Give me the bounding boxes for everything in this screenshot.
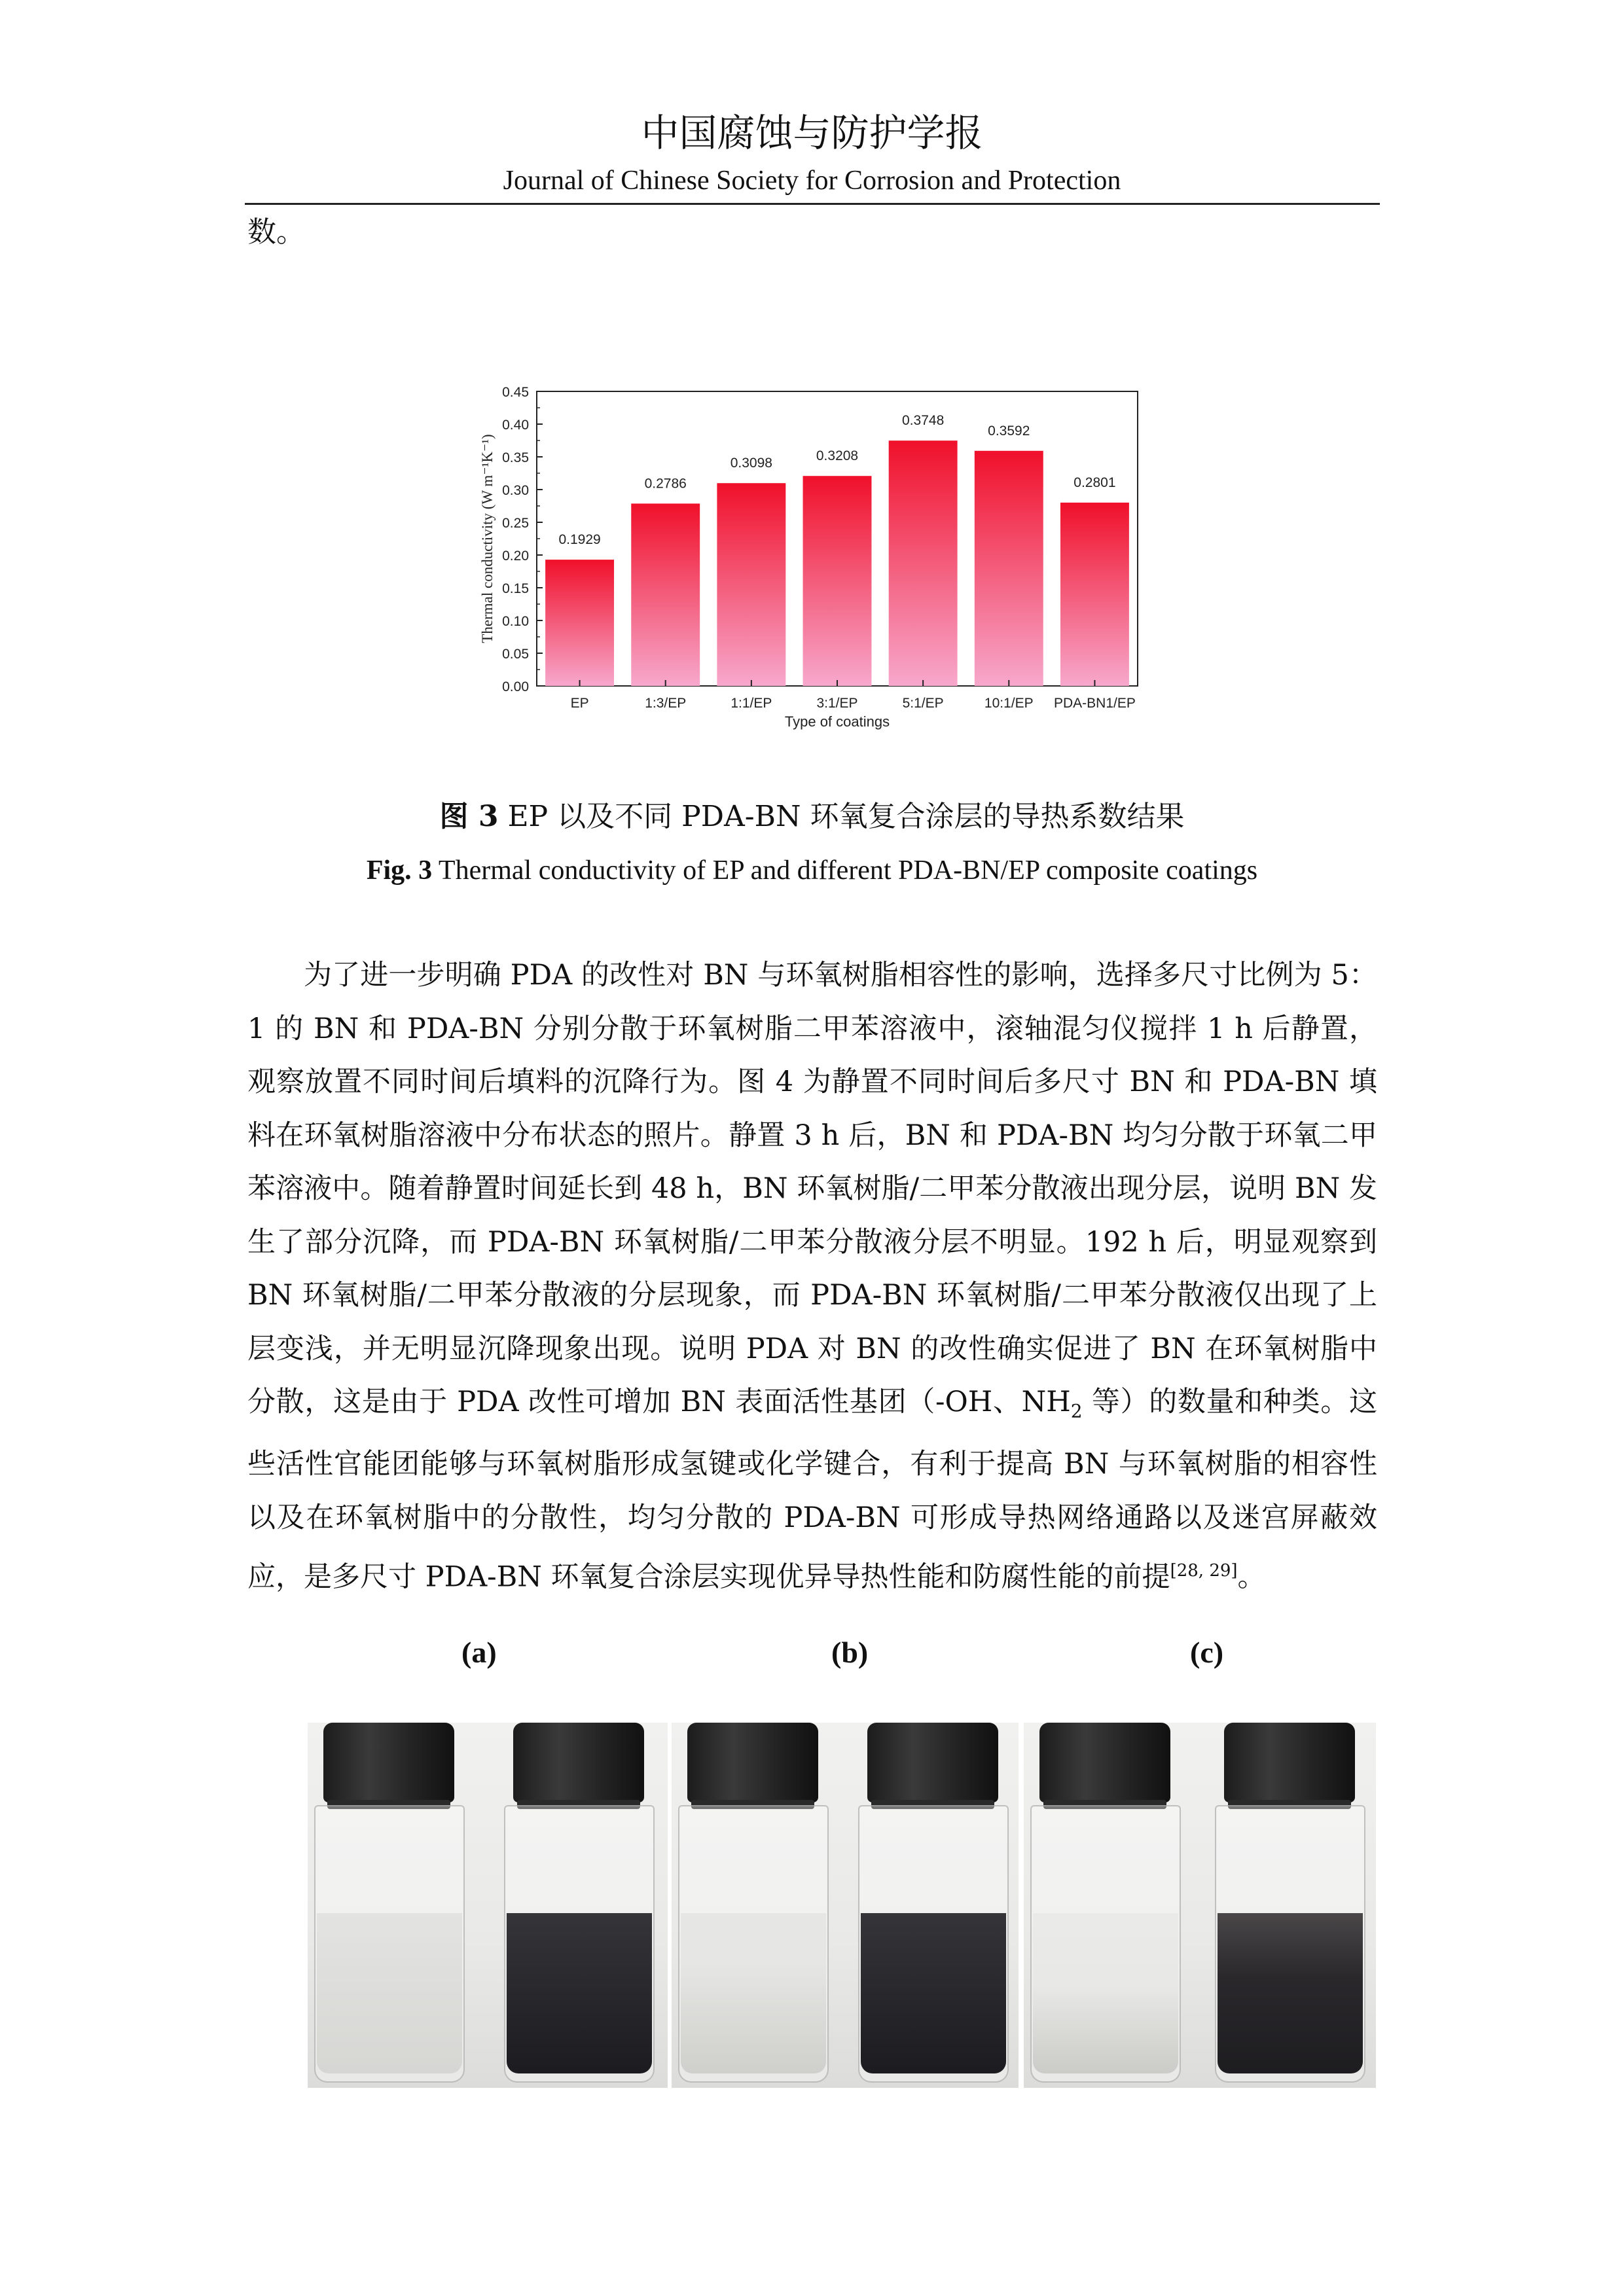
body-subscript: 2 bbox=[1070, 1400, 1083, 1422]
continuation-text: 数。 bbox=[247, 215, 305, 249]
figure3-label-cn: 图 3 bbox=[439, 800, 499, 833]
body-text-part2: 等）的数量和种类。这些活性官能团能够与环氧树脂形成氢键或化学键合，有利于提高 BN 与环氧树脂的相容性以及在环氧树脂中的分散性，均匀分散的 PDA-BN 可形成导热网络通路以及迷宫屏蔽效应，是多尺寸 PDA-BN 环氧复合涂层实现优异导热性能和防腐性能的前提 bbox=[247, 1386, 1377, 1594]
figure3-caption-cn bbox=[0, 797, 1624, 836]
body-text-part1: 为了进一步明确 PDA 的改性对 BN 与环氧树脂相容性的影响，选择多尺寸比例为 5：1 的 BN 和 PDA-BN 分别分散于环氧树脂二甲苯溶液中，滚轴混匀仪搅拌 1 h 后静置，观察放置不同时间后填料的沉降行为。图 4 为静置不同时间后多尺寸 BN 和 PDA-BN 填料在环氧树脂溶液中分布状态的照片。静置 3 h 后，BN 和 PDA-BN 均匀分散于环氧二甲苯溶液中。随着静置时间延长到 48 h，BN 环氧树脂/二甲苯分散液出现分层，说明 BN 发生了部分沉降，而 PDA-BN 环氧树脂/二甲苯分散液分层不明显。192 h 后，明显观察到 BN 环氧树脂/二甲苯分散液的分层现象，而 PDA-BN 环氧树脂/二甲苯分散液仅出现了上层变浅，并无明显沉降现象出现。说明 PDA 对 BN 的改性确实促进了 BN 在环氧树脂中分散，这是由于 PDA 改性可增加 BN 表面活性基团（-OH、NH bbox=[247, 959, 1377, 1418]
y-tick-label: 0.40 bbox=[502, 418, 529, 433]
x-tick-label: EP bbox=[570, 696, 589, 711]
y-tick-label: 0.15 bbox=[502, 581, 529, 596]
body-text-end: 。 bbox=[1237, 1560, 1266, 1594]
panel-label-c: (c) bbox=[1190, 1636, 1224, 1669]
vial-bn bbox=[314, 1723, 463, 2088]
data-label: 0.3098 bbox=[730, 456, 772, 471]
bar-PDA-BN1/EP bbox=[1060, 503, 1129, 686]
bar-10:1/EP bbox=[975, 451, 1043, 686]
data-label: 0.2801 bbox=[1074, 475, 1116, 490]
vial-pda-bn bbox=[858, 1723, 1007, 2088]
bar-3:1/EP bbox=[803, 476, 872, 686]
x-tick-label: 1:3/EP bbox=[645, 696, 687, 711]
vial-bn bbox=[1030, 1723, 1180, 2088]
y-tick-label: 0.05 bbox=[502, 647, 529, 662]
data-label: 0.3748 bbox=[902, 413, 945, 429]
data-label: 0.3208 bbox=[816, 448, 859, 464]
y-tick-label: 0.25 bbox=[502, 516, 529, 531]
x-tick-label: 5:1/EP bbox=[902, 696, 944, 711]
y-tick-label: 0.35 bbox=[502, 450, 529, 465]
y-tick-label: 0.20 bbox=[502, 548, 529, 564]
x-tick-label: 10:1/EP bbox=[984, 696, 1034, 711]
bar-5:1/EP bbox=[889, 440, 958, 686]
y-tick-label: 0.10 bbox=[502, 614, 529, 629]
y-tick-label: 0.00 bbox=[502, 679, 529, 694]
bar-1:1/EP bbox=[717, 483, 785, 686]
figure3-label-en: Fig. 3 bbox=[366, 855, 433, 886]
header-rule bbox=[245, 203, 1380, 205]
photo-a bbox=[308, 1723, 668, 2088]
y-tick-label: 0.45 bbox=[502, 385, 529, 400]
body-paragraph bbox=[247, 949, 1377, 1604]
data-label: 0.1929 bbox=[558, 532, 601, 548]
figure3-caption-cn-text: EP 以及不同 PDA-BN 环氧复合涂层的导热系数结果 bbox=[498, 800, 1185, 833]
vial-pda-bn bbox=[1215, 1723, 1364, 2088]
x-axis-title: Type of coatings bbox=[784, 713, 890, 730]
vial-bn bbox=[678, 1723, 827, 2088]
figure3-caption-en-text: Thermal conductivity of EP and different PDA-BN/EP composite coatings bbox=[432, 855, 1258, 886]
data-label: 0.3592 bbox=[988, 423, 1030, 439]
thermal-conductivity-chart bbox=[458, 373, 1165, 740]
figure3-caption-en bbox=[0, 852, 1624, 889]
x-tick-label: 3:1/EP bbox=[816, 696, 858, 711]
data-label: 0.2786 bbox=[644, 476, 687, 492]
journal-title-cn: 中国腐蚀与防护学报 bbox=[641, 111, 983, 155]
y-axis-title: Thermal conductivity (W m⁻¹K⁻¹) bbox=[479, 434, 496, 643]
bar-1:3/EP bbox=[631, 503, 700, 686]
panel-label-a: (a) bbox=[461, 1636, 497, 1669]
vial-pda-bn bbox=[504, 1723, 653, 2088]
photo-b bbox=[672, 1723, 1019, 2088]
x-tick-label: PDA-BN1/EP bbox=[1053, 696, 1136, 711]
x-tick-label: 1:1/EP bbox=[731, 696, 772, 711]
photo-c bbox=[1024, 1723, 1376, 2088]
y-tick-label: 0.30 bbox=[502, 483, 529, 498]
journal-title-en: Journal of Chinese Society for Corrosion and Protection bbox=[503, 166, 1121, 196]
bar-EP bbox=[545, 560, 614, 686]
body-reference: [28, 29] bbox=[1170, 1561, 1238, 1581]
panel-label-b: (b) bbox=[831, 1636, 869, 1669]
